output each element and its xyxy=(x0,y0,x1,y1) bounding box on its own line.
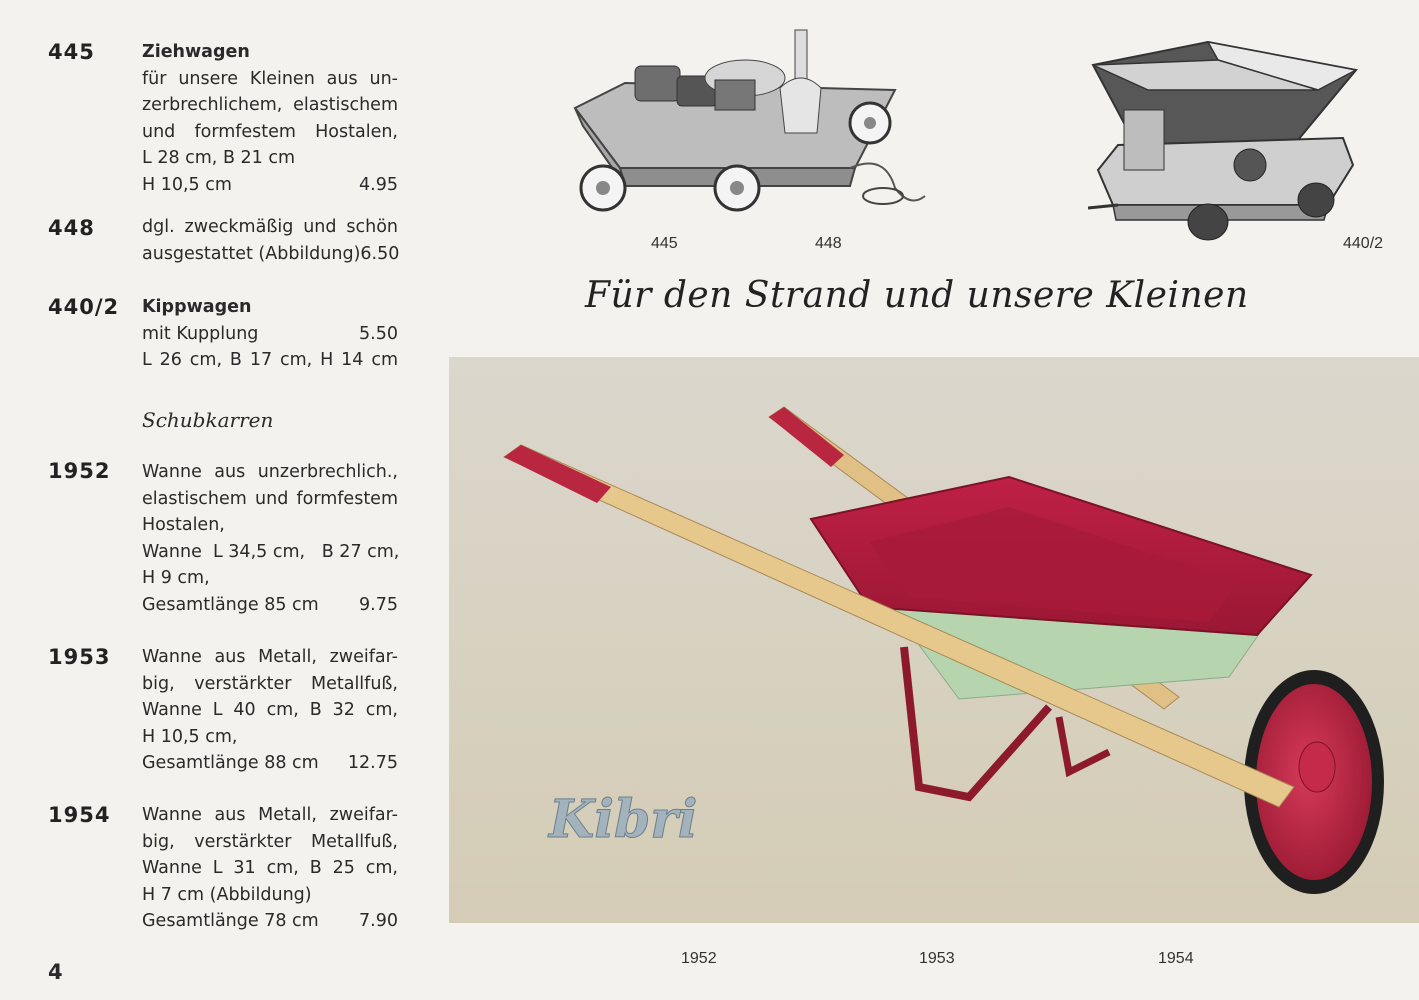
figure-label-448: 448 xyxy=(815,235,842,252)
item-line: Wanne aus Metall, zweifar- xyxy=(142,647,398,667)
item-price: 12.75 xyxy=(347,753,398,773)
item-price: 5.50 xyxy=(359,323,398,344)
item-1952-text xyxy=(142,459,398,618)
item-line: H 9 cm, xyxy=(142,568,210,588)
item-title: Kippwagen xyxy=(142,297,252,317)
item-line: Hostalen, xyxy=(142,515,225,535)
item-line: zerbrechlichem, elastischem xyxy=(142,95,398,115)
item-number-440-2: 440/2 xyxy=(48,295,120,319)
item-price: 6.50 xyxy=(360,243,400,264)
item-price-row xyxy=(142,241,398,268)
item-line: für unsere Kleinen aus un- xyxy=(142,68,398,89)
item-price-row xyxy=(142,908,398,935)
item-line: mit Kupplung xyxy=(142,323,259,344)
wheelbarrow-illustration xyxy=(449,357,1419,923)
item-number-1954: 1954 xyxy=(48,803,111,827)
item-line: H 10,5 cm, xyxy=(142,726,238,747)
item-title: Ziehwagen xyxy=(142,42,250,62)
item-number-1952: 1952 xyxy=(48,459,111,483)
item-number-448: 448 xyxy=(48,216,95,240)
item-price-row xyxy=(142,592,398,619)
item-line: Wanne L 40 cm, B 32 cm, xyxy=(142,700,398,720)
item-1954-text xyxy=(142,802,398,935)
item-line: Wanne aus Metall, zweifar- xyxy=(142,805,398,825)
page-number: 4 xyxy=(48,960,63,984)
item-line: H 10,5 cm xyxy=(142,174,232,195)
item-line: Wanne L 31 cm, B 25 cm, xyxy=(142,858,398,878)
item-448-text xyxy=(142,214,398,267)
item-line: big, verstärkter Metallfuß, xyxy=(142,673,398,694)
item-line: big, verstärkter Metallfuß, xyxy=(142,831,398,852)
item-line: elastischem und formfestem xyxy=(142,488,398,509)
figure-label-1953: 1953 xyxy=(919,950,955,967)
item-number-1953: 1953 xyxy=(48,645,111,669)
kibri-logo: Kibri xyxy=(549,789,698,850)
item-line: ausgestattet (Abbildung) xyxy=(142,243,361,264)
item-line: H 7 cm (Abbildung) xyxy=(142,884,312,905)
item-line: und formfestem Hostalen, xyxy=(142,121,398,142)
item-line: Gesamtlänge 85 cm xyxy=(142,594,319,615)
item-price: 4.95 xyxy=(359,174,398,195)
figure-label-1954: 1954 xyxy=(1158,950,1194,967)
item-line: Wanne L 34,5 cm, B 27 cm, xyxy=(142,541,400,562)
item-price: 9.75 xyxy=(359,594,398,615)
figure-label-440-2: 440/2 xyxy=(1343,235,1384,252)
wheelbarrow-photo xyxy=(449,357,1419,923)
item-440-2-text xyxy=(142,294,398,374)
figure-label-1952: 1952 xyxy=(681,950,717,967)
page-headline: Für den Strand und unsere Kleinen xyxy=(585,275,1249,316)
item-price-row xyxy=(142,172,398,199)
item-line: L 28 cm, B 21 cm xyxy=(142,148,296,168)
item-price: 7.90 xyxy=(359,911,398,931)
item-price-row xyxy=(142,750,398,777)
figure-label-445: 445 xyxy=(651,235,678,252)
pull-wagon-illustration xyxy=(565,18,935,223)
item-line: Gesamtlänge 88 cm xyxy=(142,753,319,773)
tipper-wagon-illustration xyxy=(1088,30,1363,245)
item-line: L 26 cm, B 17 cm, H 14 cm xyxy=(142,350,398,370)
item-price-row xyxy=(142,321,398,348)
item-1953-text xyxy=(142,644,398,777)
section-subheading: Schubkarren xyxy=(142,408,274,432)
item-line: dgl. zweckmäßig und schön xyxy=(142,217,398,237)
item-445-text xyxy=(142,39,398,198)
item-line: Gesamtlänge 78 cm xyxy=(142,911,319,931)
item-line: Wanne aus unzerbrechlich., xyxy=(142,462,398,482)
item-number-445: 445 xyxy=(48,40,95,64)
